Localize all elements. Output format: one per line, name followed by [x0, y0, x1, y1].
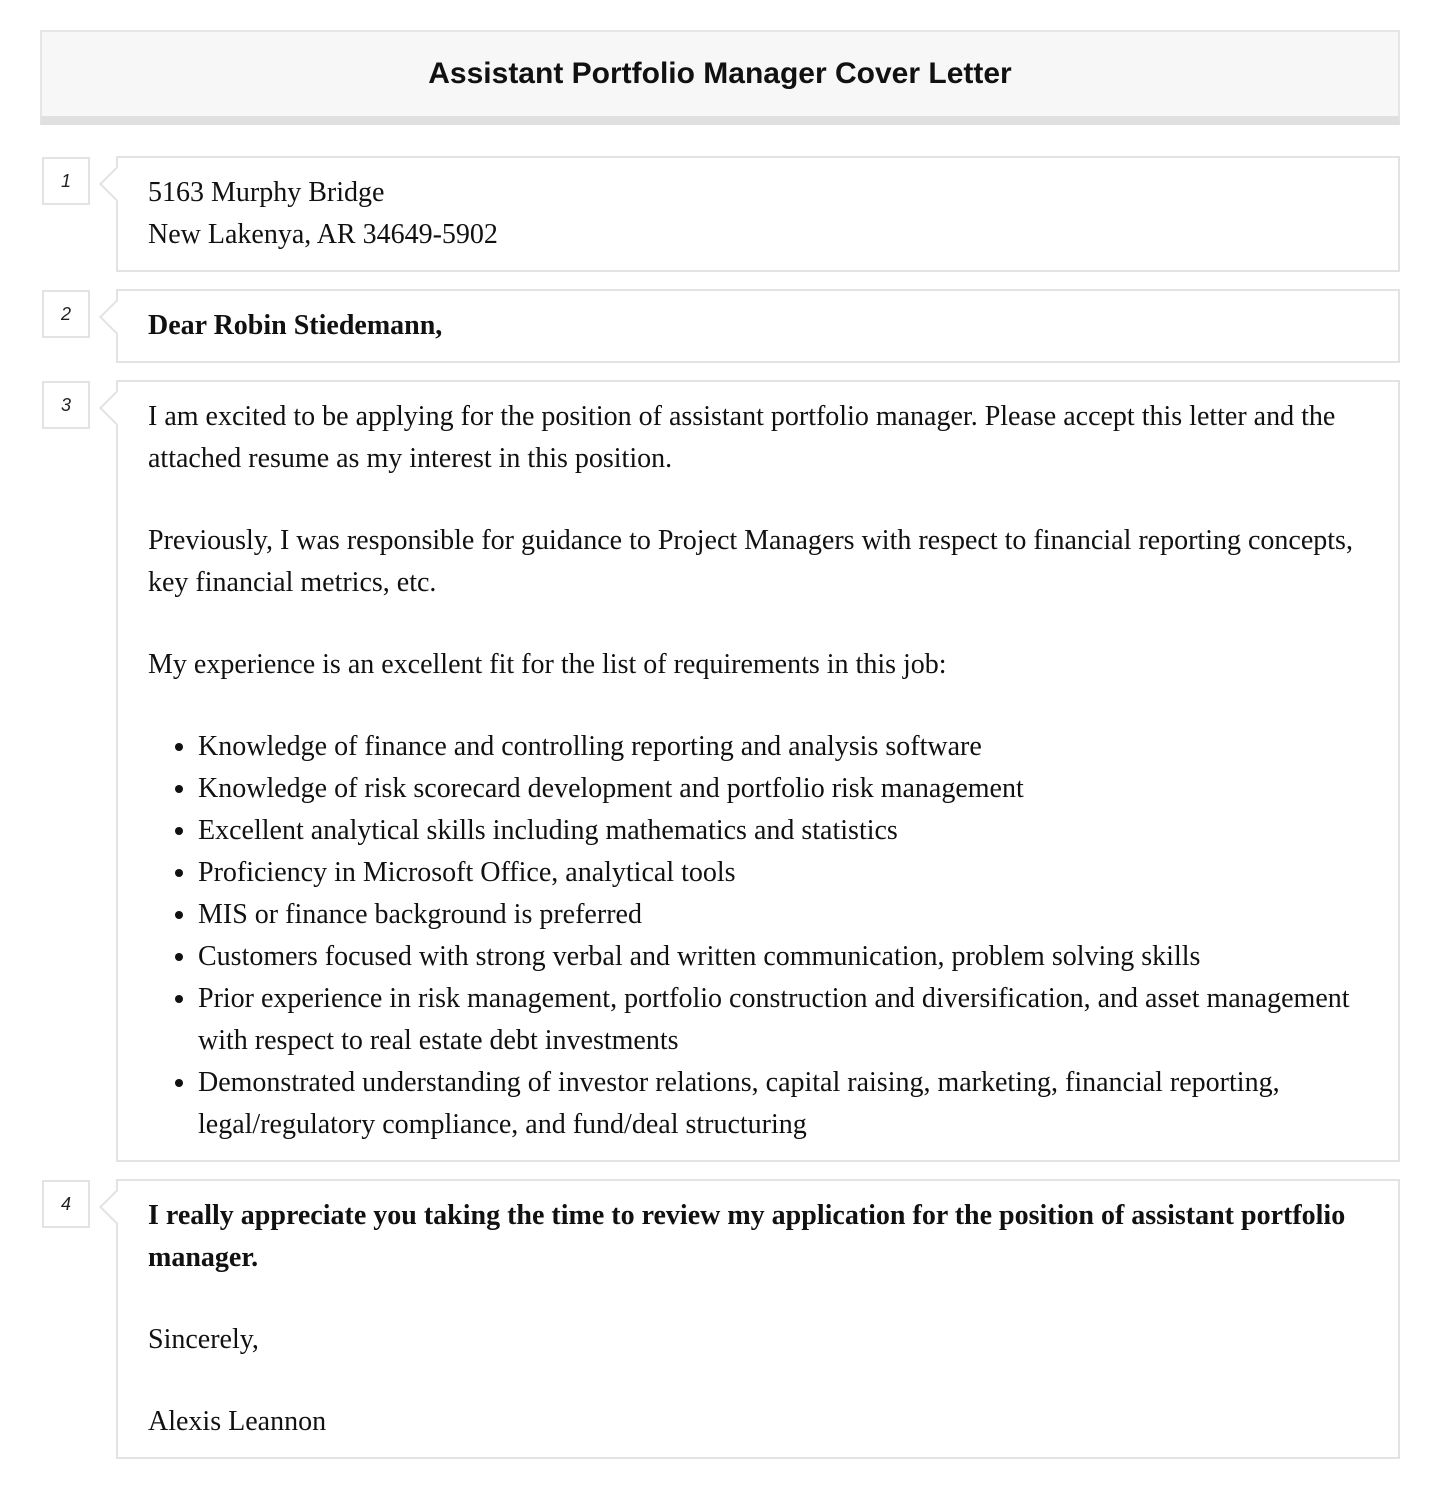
paragraph: My experience is an excellent fit for the list of requirements in this job:	[148, 649, 947, 680]
closing-paragraph: I really appreciate you taking the time to review my application for the position of assistant portfolio manager.	[148, 1200, 1346, 1273]
section-4	[40, 1179, 1400, 1459]
section-1	[40, 156, 1400, 272]
paragraph: I am excited to be applying for the position of assistant portfolio manager. Please accept this letter and the attached resume as my interest in this position.	[148, 401, 1336, 474]
closing-block	[116, 1179, 1400, 1459]
address-line: 5163 Murphy Bridge	[148, 177, 385, 208]
list-item: • Customers focused with strong verbal and written communication, problem solving skills	[198, 936, 1368, 978]
greeting: Dear Robin Stiedemann,	[148, 310, 443, 341]
address-line: New Lakenya, AR 34649-5902	[148, 219, 498, 250]
body-block	[116, 380, 1400, 1162]
list-item: • Prior experience in risk management, portfolio construction and diversification, and asset management with respect to real estate debt investments	[198, 978, 1368, 1062]
address-block	[116, 156, 1400, 272]
section-3	[40, 380, 1400, 1162]
signoff: Sincerely,	[148, 1324, 259, 1355]
section-number: 2	[42, 290, 90, 338]
requirements-list	[148, 726, 1368, 1146]
list-item: • Knowledge of risk scorecard development and portfolio risk management	[198, 768, 1368, 810]
list-item: • MIS or finance background is preferred	[198, 894, 1368, 936]
list-item: • Knowledge of finance and controlling reporting and analysis software	[198, 726, 1368, 768]
greeting-block	[116, 289, 1400, 363]
section-number: 4	[42, 1180, 90, 1228]
section-number: 1	[42, 157, 90, 205]
list-item: • Excellent analytical skills including mathematics and statistics	[198, 810, 1368, 852]
page-title: Assistant Portfolio Manager Cover Letter	[428, 57, 1012, 90]
section-2	[40, 289, 1400, 363]
list-item: • Proficiency in Microsoft Office, analytical tools	[198, 852, 1368, 894]
paragraph: Previously, I was responsible for guidance to Project Managers with respect to financial reporting concepts, key financial metrics, etc.	[148, 525, 1353, 598]
list-item: • Demonstrated understanding of investor relations, capital raising, marketing, financial reporting, legal/regulatory compliance, and fund/deal structuring	[198, 1062, 1368, 1146]
section-number: 3	[42, 381, 90, 429]
signature-name: Alexis Leannon	[148, 1406, 327, 1437]
page-header	[40, 30, 1400, 125]
